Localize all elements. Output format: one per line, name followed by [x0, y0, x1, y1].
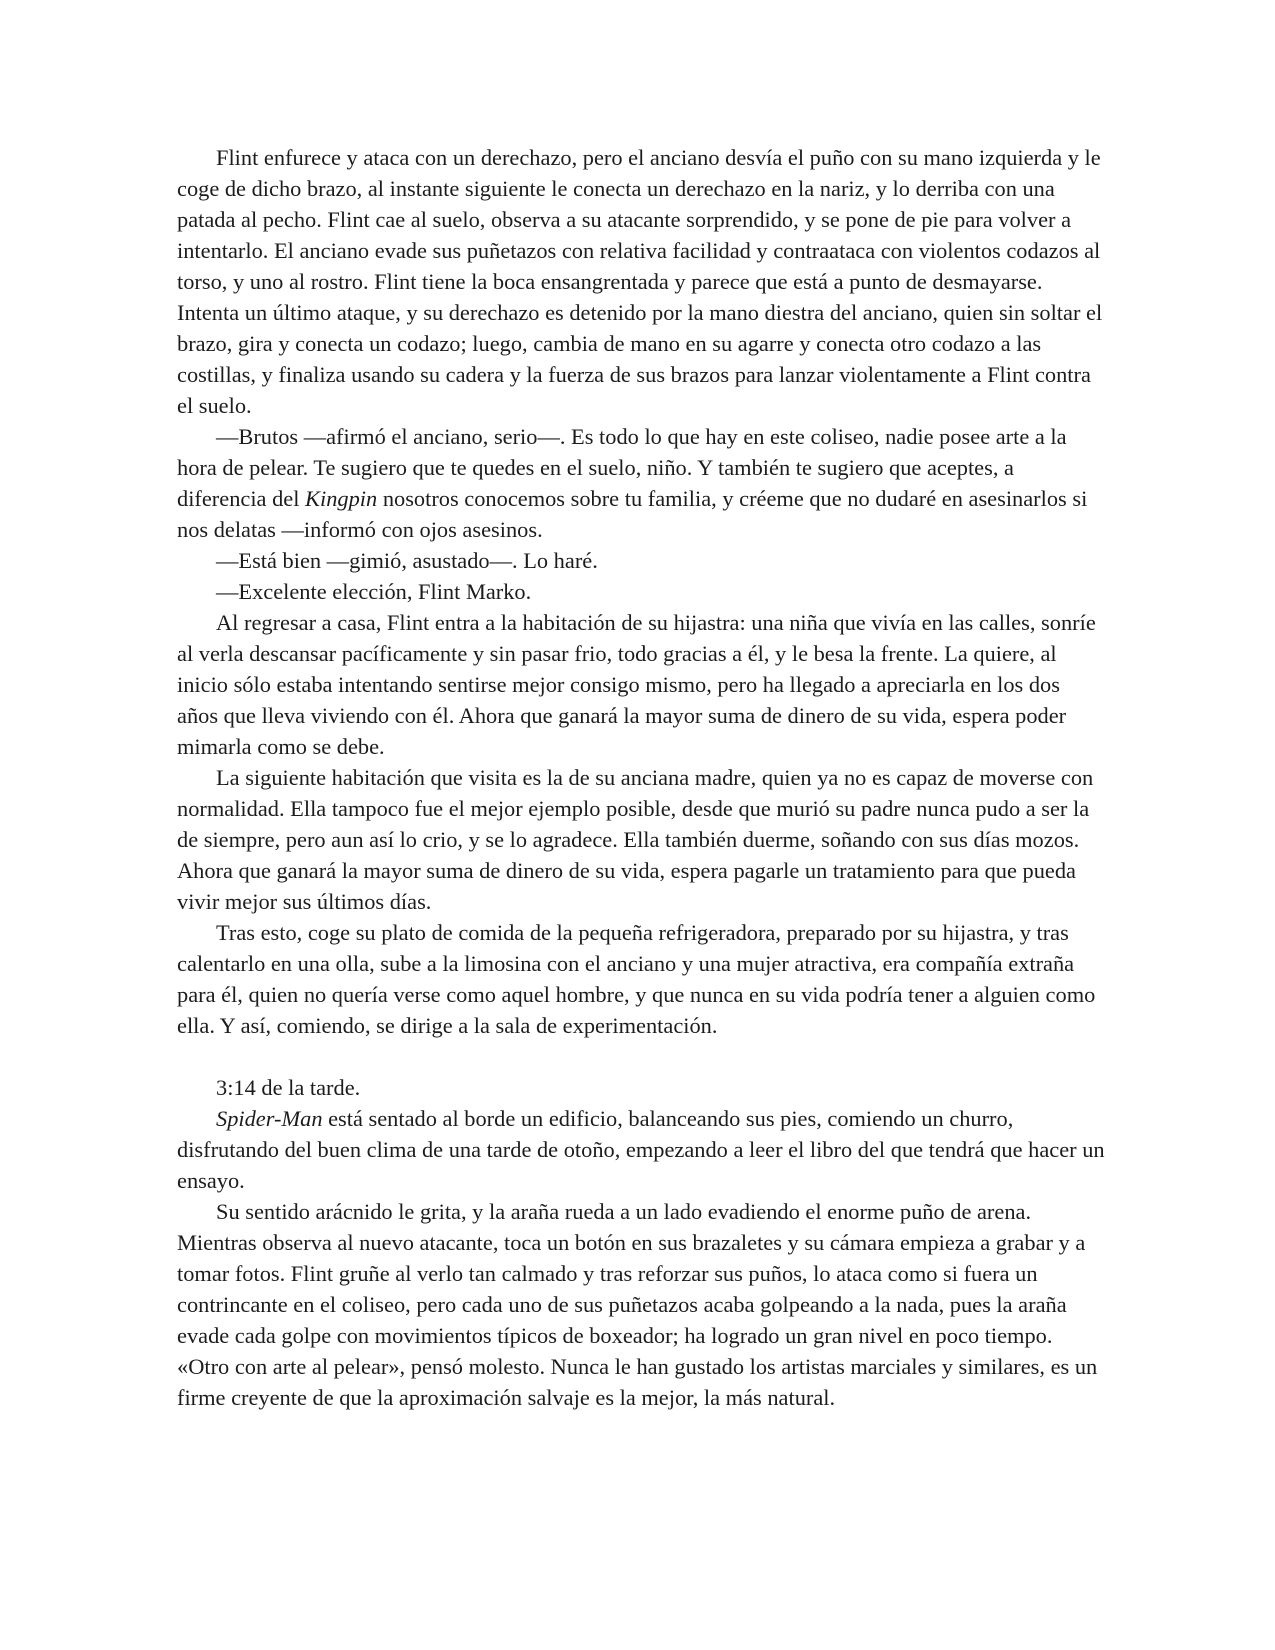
paragraph-stepdaughter: Al regresar a casa, Flint entra a la habitación de su hijastra: una niña que vivía en las calles, sonríe al verla descansar pacíficamente y sin pasar frio, todo gracias a él, y le besa la frente. La quiere, al inicio sólo estaba intentando sentirse mejor consigo mismo, pero ha llegado a apreciarla en los dos años que lleva viviendo con él. Ahora que ganará la mayor suma de dinero de su vida, espera poder mimarla como se debe. [177, 610, 1096, 759]
paragraph-spiderman [177, 1103, 1105, 1196]
document-page [177, 142, 1105, 1413]
paragraph-dialogue-brutos [177, 421, 1105, 545]
paragraph-limousine: Tras esto, coge su plato de comida de la pequeña refrigeradora, preparado por su hijastra, y tras calentarlo en una olla, sube a la limosina con el anciano y una mujer atractiva, era compañía extraña para él, quien no quería verse como aquel hombre, y que nunca en su vida podría tener a alguien como ella. Y así, comiendo, se dirige a la sala de experimentación. [177, 920, 1096, 1038]
dialogue-text-end: nosotros conocemos sobre tu familia, y créeme que no dudaré en asesinarlos si nos delatas —informó con ojos asesinos. [177, 486, 1088, 542]
paragraph-mother: La siguiente habitación que visita es la de su anciana madre, quien ya no es capaz de moverse con normalidad. Ella tampoco fue el mejor ejemplo posible, desde que murió su padre nunca pudo a ser la de siempre, pero aun así lo crio, y se lo agradece. Ella también duerme, soñando con sus días mozos. Ahora que ganará la mayor suma de dinero de su vida, espera pagarle un tratamiento para que pueda vivir mejor sus últimos días. [177, 765, 1094, 914]
paragraph-dialogue-excellent: —Excelente elección, Flint Marko. [216, 579, 532, 604]
dialogue-text-start: —Brutos —afirmó el anciano, serio—. Es todo lo que hay en este coliseo, nadie posee arte a la hora de pelear. Te sugiero que te quedes en el suelo, niño. Y también te sugiero que aceptes, a diferencia del [177, 424, 1067, 511]
spiderman-italic: Spider-Man [216, 1106, 323, 1131]
kingpin-italic: Kingpin [305, 486, 378, 511]
spiderman-text: está sentado al borde un edificio, balanceando sus pies, comiendo un churro, disfrutando del buen clima de una tarde de otoño, empezando a leer el libro del que tendrá que hacer un ensayo. [177, 1106, 1105, 1193]
paragraph-spider-sense: Su sentido arácnido le grita, y la araña rueda a un lado evadiendo el enorme puño de arena. Mientras observa al nuevo atacante, toca un botón en sus brazaletes y su cámara empieza a grabar y a tomar fotos. Flint gruñe al verlo tan calmado y tras reforzar sus puños, lo ataca como si fuera un contrincante en el coliseo, pero cada uno de sus puñetazos acaba golpeando a la nada, pues la araña evade cada golpe con movimientos típicos de boxeador; ha logrado un gran nivel en poco tiempo. «Otro con arte al pelear», pensó molesto. Nunca le han gustado los artistas marciales y similares, es un firme creyente de que la aproximación salvaje es la mejor, la más natural. [177, 1199, 1098, 1410]
time-heading: 3:14 de la tarde. [216, 1075, 361, 1100]
section-break [177, 1041, 1105, 1072]
paragraph-fight: Flint enfurece y ataca con un derechazo, pero el anciano desvía el puño con su mano izquierda y le coge de dicho brazo, al instante siguiente le conecta un derechazo en la nariz, y lo derriba con una patada al pecho. Flint cae al suelo, observa a su atacante sorprendido, y se pone de pie para volver a intentarlo. El anciano evade sus puñetazos con relativa facilidad y contraataca con violentos codazos al torso, y uno al rostro. Flint tiene la boca ensangrentada y parece que está a punto de desmayarse. Intenta un último ataque, y su derechazo es detenido por la mano diestra del anciano, quien sin soltar el brazo, gira y conecta un codazo; luego, cambia de mano en su agarre y conecta otro codazo a las costillas, y finaliza usando su cadera y la fuerza de sus brazos para lanzar violentamente a Flint contra el suelo. [177, 145, 1103, 418]
paragraph-dialogue-ok: —Está bien —gimió, asustado—. Lo haré. [216, 548, 598, 573]
